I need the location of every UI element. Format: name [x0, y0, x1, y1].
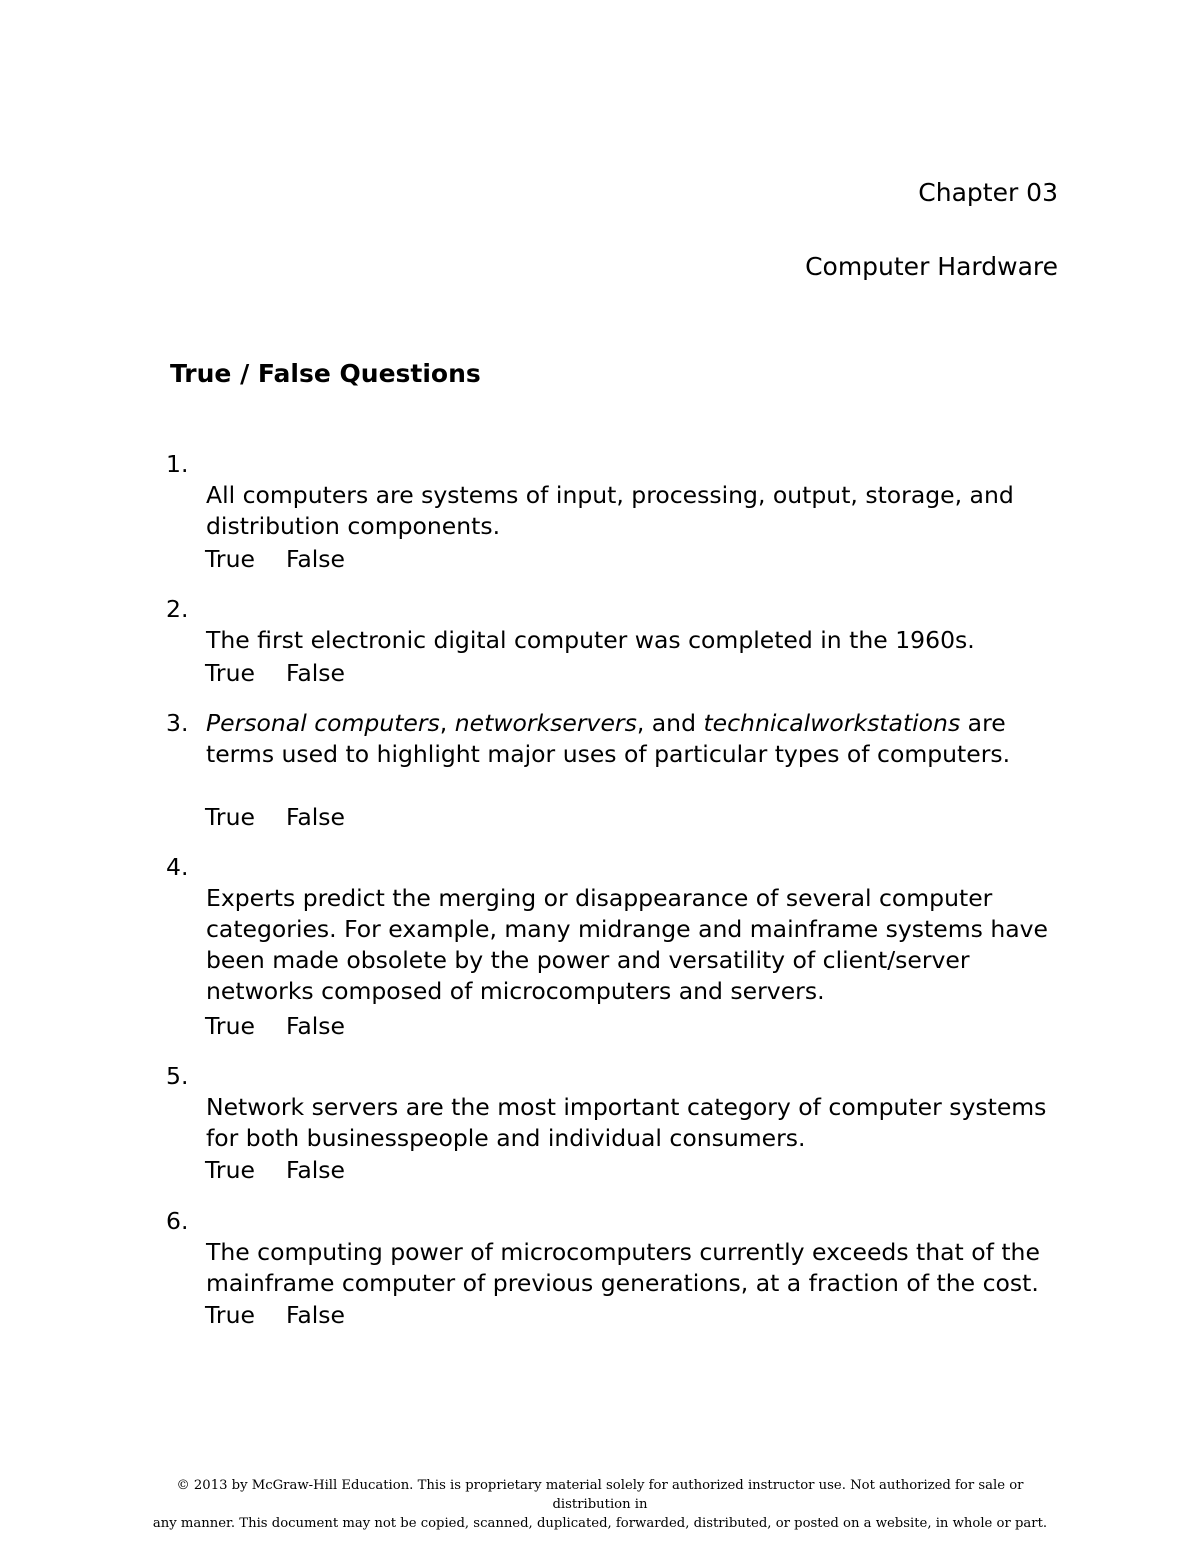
- true-false-options-3: [205, 803, 345, 831]
- true-false-options-5: [205, 1156, 345, 1184]
- copyright-line-1: © 2013 by McGraw-Hill Education. This is proprietary material solely for authorized instructor use. Not authorized for sale or distribution in: [176, 1478, 1024, 1512]
- question-text-segment: Experts predict the merging or disappearance of several computer categories. For example, many midrange and mainframe systems have been made obsolete by the power and versatility of client/server networks composed of microcomputers and servers.: [206, 884, 1048, 1005]
- option-true[interactable]: True: [205, 803, 255, 831]
- option-true[interactable]: True: [205, 1012, 255, 1040]
- option-false[interactable]: False: [286, 803, 345, 831]
- question-6: [166, 1206, 1066, 1299]
- question-text-segment: The computing power of microcomputers currently exceeds that of the mainframe computer of previous generations, at a fraction of the cost.: [206, 1238, 1040, 1297]
- question-5: [166, 1061, 1066, 1154]
- question-text-segment: , and: [636, 709, 704, 737]
- chapter-label: Chapter 03: [918, 178, 1058, 207]
- copyright-footer: [140, 1476, 1060, 1533]
- question-number: 2.: [166, 595, 189, 623]
- question-text-segment: Network servers are the most important category of computer systems for both businesspeople and individual consumers.: [206, 1093, 1047, 1152]
- question-text-italic-term: networkservers: [454, 709, 637, 737]
- option-true[interactable]: True: [205, 1301, 255, 1329]
- option-false[interactable]: False: [286, 1301, 345, 1329]
- question-text-italic-term: Personal computers: [206, 709, 440, 737]
- question-text: [206, 852, 1066, 1007]
- question-number: 6.: [166, 1207, 189, 1235]
- option-false[interactable]: False: [286, 659, 345, 687]
- option-true[interactable]: True: [205, 545, 255, 573]
- question-number: 5.: [166, 1062, 189, 1090]
- option-false[interactable]: False: [286, 545, 345, 573]
- question-text-italic-term: technicalworkstations: [703, 709, 961, 737]
- question-text-segment: The first electronic digital computer was completed in the 1960s.: [206, 626, 975, 654]
- question-text: [206, 1061, 1066, 1154]
- question-text: [206, 708, 1066, 770]
- question-number: 3.: [166, 709, 189, 737]
- question-2: [166, 594, 1066, 656]
- question-text: [206, 594, 1066, 656]
- question-text-segment: ,: [439, 709, 455, 737]
- question-1: [166, 449, 1066, 542]
- question-3: [166, 708, 1066, 770]
- option-true[interactable]: True: [205, 659, 255, 687]
- question-text: [206, 449, 1066, 542]
- question-text-segment: are terms used to highlight major uses of particular types of computers.: [206, 709, 1011, 768]
- option-false[interactable]: False: [286, 1156, 345, 1184]
- copyright-line-2: any manner. This document may not be copied, scanned, duplicated, forwarded, distributed, or posted on a website, in whole or part.: [152, 1516, 1048, 1531]
- option-false[interactable]: False: [286, 1012, 345, 1040]
- question-text: [206, 1206, 1066, 1299]
- question-number: 1.: [166, 450, 189, 478]
- true-false-options-1: [205, 545, 345, 573]
- option-true[interactable]: True: [205, 1156, 255, 1184]
- question-text-segment: All computers are systems of input, processing, output, storage, and distribution components.: [206, 481, 1014, 540]
- question-4: [166, 852, 1066, 1007]
- true-false-options-6: [205, 1301, 345, 1329]
- true-false-options-2: [205, 659, 345, 687]
- question-number: 4.: [166, 853, 189, 881]
- chapter-title: Computer Hardware: [805, 252, 1058, 281]
- true-false-options-4: [205, 1012, 345, 1040]
- section-heading: True / False Questions: [170, 359, 481, 388]
